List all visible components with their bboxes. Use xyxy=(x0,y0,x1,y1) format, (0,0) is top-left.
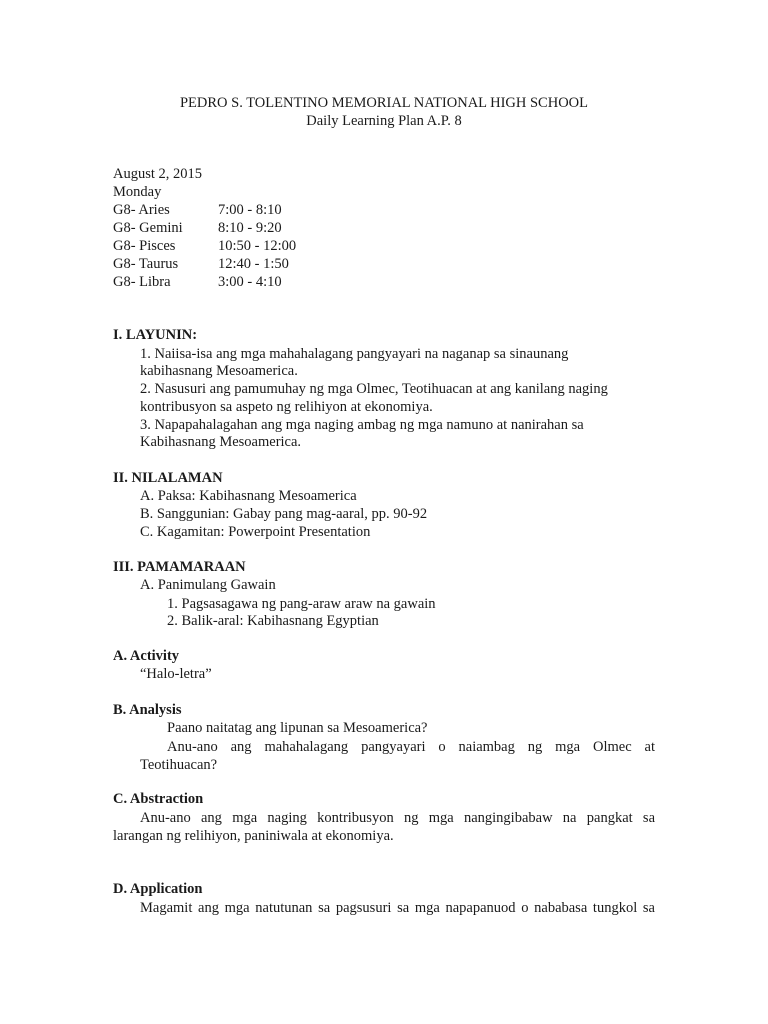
abstraction-text: Anu-ano ang mga naging kontribusyon ng mga nangingibabaw na pangkat sa xyxy=(140,810,655,826)
schedule-time: 7:00 - 8:10 xyxy=(218,202,282,218)
objective-item-cont: kontribusyon sa aspeto ng relihiyon at ekonomiya. xyxy=(140,399,433,415)
objective-item: 2. Nasusuri ang pamumuhay ng mga Olmec, Teotihuacan at ang kanilang naging xyxy=(140,381,608,397)
schedule-section: G8- Taurus xyxy=(113,256,179,272)
schedule-row xyxy=(113,237,297,255)
school-name: PEDRO S. TOLENTINO MEMORIAL NATIONAL HIGH SCHOOL xyxy=(179,95,588,111)
procedure-item: 1. Pagsasagawa ng pang-araw araw na gawain xyxy=(167,596,436,612)
date: August 2, 2015 xyxy=(113,166,203,182)
section-heading-application: D. Application xyxy=(113,881,203,897)
plan-title: Daily Learning Plan A.P. 8 xyxy=(306,113,462,129)
schedule-time: 12:40 - 1:50 xyxy=(218,256,289,272)
procedure-item: 2. Balik-aral: Kabihasnang Egyptian xyxy=(167,613,379,629)
schedule-time: 8:10 - 9:20 xyxy=(218,220,282,236)
objective-item: 3. Napapahalagahan ang mga naging ambag ng mga namuno at nanirahan sa xyxy=(140,417,584,433)
analysis-question-cont: Teotihuacan? xyxy=(140,757,218,773)
section-heading-activity: A. Activity xyxy=(113,648,180,664)
analysis-question: Anu-ano ang mahahalagang pangyayari o naiambag ng mga Olmec at xyxy=(167,739,655,755)
schedule-time: 3:00 - 4:10 xyxy=(218,274,282,290)
schedule-time: 10:50 - 12:00 xyxy=(218,238,297,254)
content-item: C. Kagamitan: Powerpoint Presentation xyxy=(140,524,371,540)
schedule-row xyxy=(113,219,282,237)
application-text: Magamit ang mga natutunan sa pagsusuri sa mga napapanuod o nababasa tungkol sa xyxy=(140,900,655,916)
objective-item-cont: Kabihasnang Mesoamerica. xyxy=(140,434,302,450)
procedure-subheading: A. Panimulang Gawain xyxy=(140,577,276,593)
section-heading-analysis: B. Analysis xyxy=(113,702,182,718)
schedule-section: G8- Libra xyxy=(113,274,171,290)
analysis-question: Paano naitatag ang lipunan sa Mesoamerica? xyxy=(167,720,428,736)
content-item: B. Sanggunian: Gabay pang mag-aaral, pp. 90-92 xyxy=(140,506,428,522)
content-item: A. Paksa: Kabihasnang Mesoamerica xyxy=(140,488,357,504)
abstraction-text-cont: larangan ng relihiyon, paniniwala at ekonomiya. xyxy=(113,828,394,844)
day: Monday xyxy=(113,184,162,200)
activity-text: “Halo-letra” xyxy=(140,666,212,682)
schedule-row xyxy=(113,273,282,291)
section-heading-nilalaman: II. NILALAMAN xyxy=(113,470,223,486)
section-heading-pamamaraan: III. PAMAMARAAN xyxy=(113,559,246,575)
schedule-row xyxy=(113,201,282,219)
schedule-section: G8- Gemini xyxy=(113,220,183,236)
objective-item-cont: kabihasnang Mesoamerica. xyxy=(140,363,298,379)
schedule-row xyxy=(113,255,289,273)
schedule-section: G8- Aries xyxy=(113,202,170,218)
section-heading-layunin: I. LAYUNIN: xyxy=(113,327,198,343)
schedule-section: G8- Pisces xyxy=(113,238,176,254)
section-heading-abstraction: C. Abstraction xyxy=(113,791,204,807)
objective-item: 1. Naiisa-isa ang mga mahahalagang pangyayari na naganap sa sinaunang xyxy=(140,346,569,362)
